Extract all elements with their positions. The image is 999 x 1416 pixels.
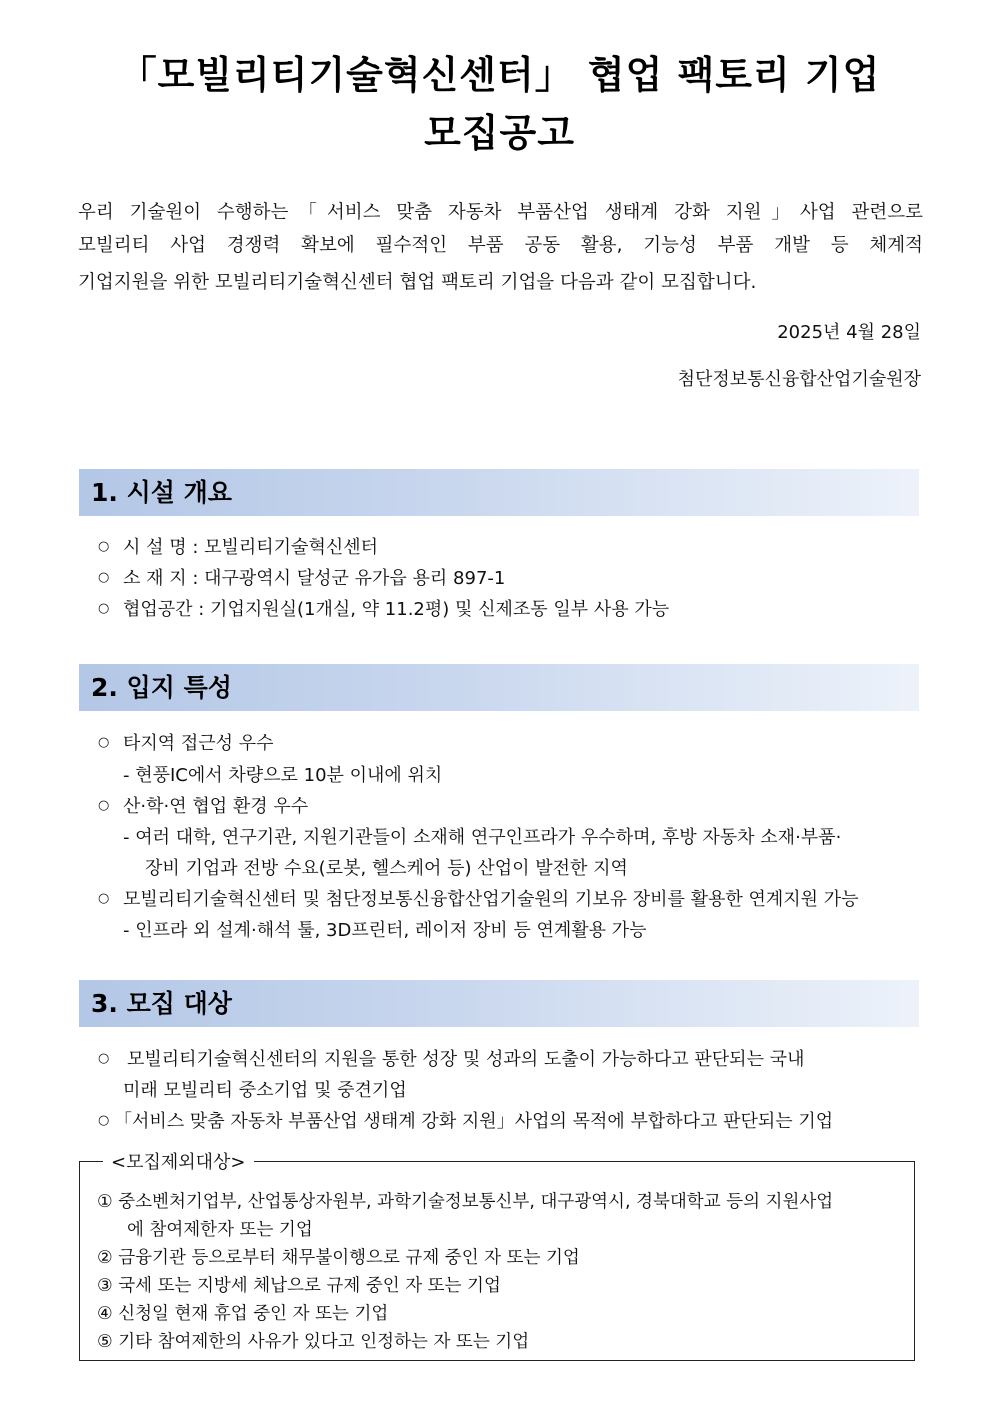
exclusion-item-4: ④ 신청일 현재 휴업 중인 자 또는 기업 (97, 1304, 389, 1324)
bullet-icon: ○ (98, 798, 110, 813)
target-item-2: 「서비스 맞춤 자동차 부품산업 생태계 강화 지원」사업의 목적에 부합하다고 판단되는 기업 (114, 1111, 834, 1132)
exclusion-item-3: ③ 국세 또는 지방세 체납으로 규제 중인 자 또는 기업 (97, 1276, 501, 1296)
exclusion-item-1-line1: ① 중소벤처기업부, 산업통상자원부, 과학기술정보통신부, 대구광역시, 경북대학교 등의 지원사업 (97, 1192, 834, 1212)
bullet-icon: ○ (98, 735, 110, 750)
location-item-2-detail-line1: - 여러 대학, 연구기관, 지원기관들이 소재해 연구인프라가 우수하며, 후방 자동차 소재·부품· (123, 827, 842, 848)
location-item-3: 모빌리티기술혁신센터 및 첨단정보통신융합산업기술원의 기보유 장비를 활용한 연계지원 가능 (123, 889, 859, 910)
exclusion-item-2: ② 금융기관 등으로부터 채무불이행으로 규제 중인 자 또는 기업 (97, 1248, 580, 1268)
intro-line-3: 기업지원을 위한 모빌리티기술혁신센터 협업 팩토리 기업을 다음과 같이 모집합니다. (78, 272, 757, 293)
target-item-1-line2: 미래 모빌리티 중소기업 및 중견기업 (123, 1080, 407, 1101)
facility-space: 협업공간 : 기업지원실(1개실, 약 11.2평) 및 신제조동 일부 사용 가능 (123, 599, 670, 620)
announcement-date: 2025년 4월 28일 (777, 322, 921, 343)
location-item-3-detail: - 인프라 외 설계·해석 툴, 3D프린터, 레이저 장비 등 연계활용 가능 (123, 920, 647, 941)
exclusion-item-5: ⑤ 기타 참여제한의 사유가 있다고 인정하는 자 또는 기업 (97, 1332, 530, 1352)
location-item-1-detail: - 현풍IC에서 차량으로 10분 이내에 위치 (123, 765, 443, 786)
section-3-header: 3. 모집 대상 (79, 980, 919, 1027)
intro-line-1: 우리 기술원이 수행하는「서비스 맞춤 자동차 부품산업 생태계 강화 지원」사업 관련으로 (78, 202, 923, 223)
document-title-line2: 모집공고 (424, 111, 575, 155)
exclusion-item-1-line2: 에 참여제한자 또는 기업 (127, 1220, 313, 1240)
bullet-icon: ○ (98, 570, 110, 585)
facility-address: 소 재 지 : 대구광역시 달성군 유가읍 용리 897-1 (123, 568, 506, 589)
bullet-icon: ○ (98, 539, 110, 554)
bullet-icon: ○ (98, 891, 110, 906)
location-item-2-detail-line2: 장비 기업과 전방 수요(로봇, 헬스케어 등) 산업이 발전한 지역 (145, 858, 628, 879)
location-item-2: 산·학·연 협업 환경 우수 (123, 796, 309, 817)
issuer-name: 첨단정보통신융합산업기술원장 (677, 369, 921, 390)
target-item-1-line1: 모빌리티기술혁신센터의 지원을 통한 성장 및 성과의 도출이 가능하다고 판단되는 국내 (127, 1049, 805, 1070)
bullet-icon: ○ (98, 1113, 110, 1128)
intro-line-2: 모빌리티 사업 경쟁력 확보에 필수적인 부품 공동 활용, 기능성 부품 개발 등 체계적 (78, 235, 923, 256)
facility-name: 시 설 명 : 모빌리티기술혁신센터 (123, 537, 378, 558)
section-2-header: 2. 입지 특성 (79, 664, 919, 711)
location-item-1: 타지역 접근성 우수 (123, 733, 274, 754)
bullet-icon: ○ (98, 1051, 110, 1066)
section-1-header: 1. 시설 개요 (79, 469, 919, 516)
document-title-line1: 「모빌리티기술혁신센터」 협업 팩토리 기업 (118, 53, 881, 97)
exclusion-box-label: <모집제외대상> (103, 1148, 254, 1174)
bullet-icon: ○ (98, 601, 110, 616)
